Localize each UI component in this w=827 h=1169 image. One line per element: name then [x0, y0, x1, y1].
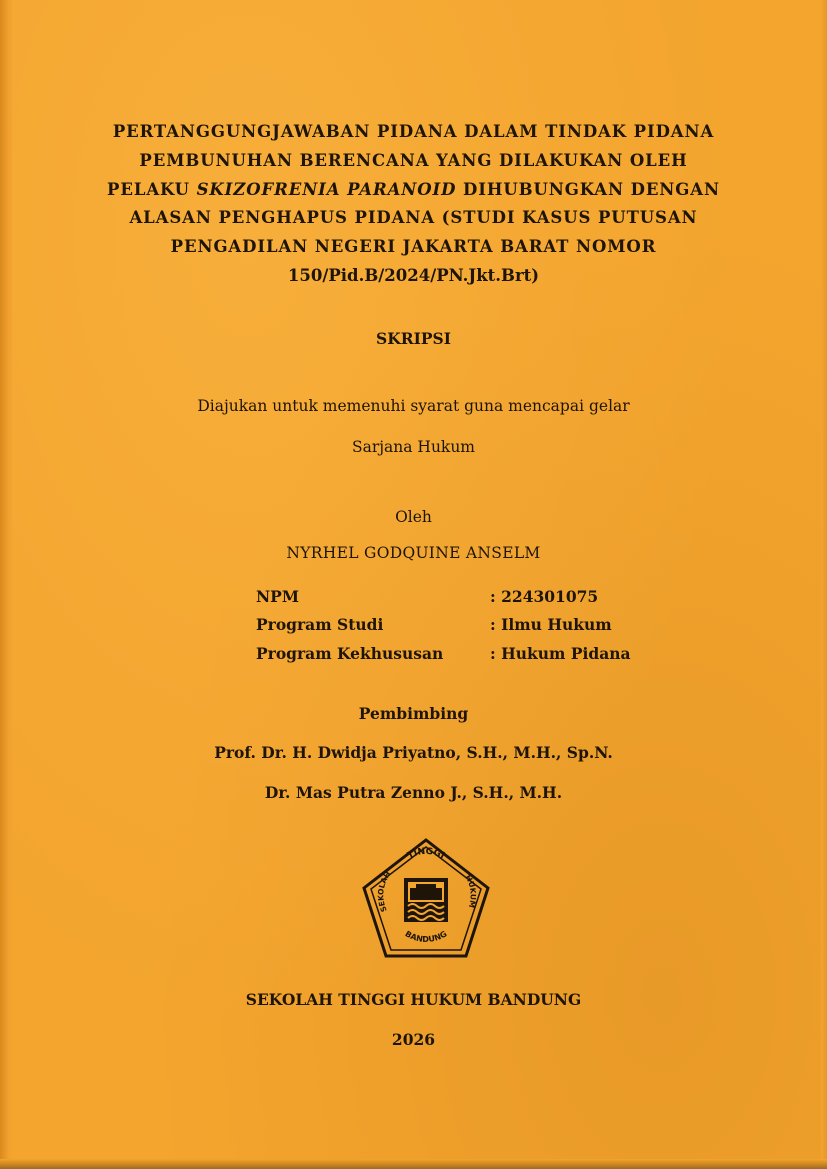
author-name: NYRHEL GODQUINE ANSELM	[286, 544, 541, 562]
title-line-1: PERTANGGUNGJAWABAN PIDANA DALAM TINDAK PIDANA	[112, 122, 715, 141]
degree-text: Sarjana Hukum	[351, 438, 476, 456]
title-line-3-before: PELAKU	[107, 180, 197, 199]
info-value: : 224301075	[490, 587, 599, 606]
document-type: SKRIPSI	[376, 329, 451, 348]
year: 2026	[391, 1030, 436, 1049]
institution-name: SEKOLAH TINGGI HUKUM BANDUNG	[245, 990, 582, 1009]
title-line-4: ALASAN PENGHAPUS PIDANA (STUDI KASUS PUTUSAN	[129, 208, 698, 227]
title-line-6: 150/Pid.B/2024/PN.Jkt.Brt)	[287, 266, 540, 285]
by-label: Oleh	[395, 508, 432, 526]
title-italic-term: SKIZOFRENIA PARANOID	[196, 180, 457, 199]
title-line-3	[0, 180, 827, 199]
cover-bottom-edge	[0, 1159, 827, 1169]
info-row-program-studi	[0, 615, 827, 637]
institution-logo	[360, 838, 492, 958]
info-row-program-kekhususan	[0, 644, 827, 666]
logo-text-right: HUKUM	[463, 873, 478, 909]
logo-text-left: SEKOLAH	[376, 869, 393, 914]
info-label: Program Studi	[256, 615, 384, 634]
info-value: : Ilmu Hukum	[490, 615, 612, 634]
title-line-5: PENGADILAN NEGERI JAKARTA BARAT NOMOR	[170, 237, 657, 256]
purpose-text: Diajukan untuk memenuhi syarat guna mencapai gelar	[197, 397, 630, 415]
info-value: : Hukum Pidana	[490, 644, 631, 663]
supervisor-2: Dr. Mas Putra Zenno J., S.H., M.H.	[264, 783, 563, 802]
title-line-3-after: DIHUBUNGKAN DENGAN	[456, 180, 720, 199]
supervisor-1: Prof. Dr. H. Dwidja Priyatno, S.H., M.H., Sp.N.	[214, 743, 613, 762]
info-row-npm	[0, 587, 827, 609]
logo-text-top: TINGGI	[406, 846, 447, 862]
supervisor-label: Pembimbing	[358, 704, 469, 723]
logo-text-bottom: BANDUNG	[403, 929, 449, 944]
info-label: Program Kekhususan	[256, 644, 444, 663]
info-label: NPM	[256, 587, 299, 606]
title-line-2: PEMBUNUHAN BERENCANA YANG DILAKUKAN OLEH	[139, 151, 688, 170]
